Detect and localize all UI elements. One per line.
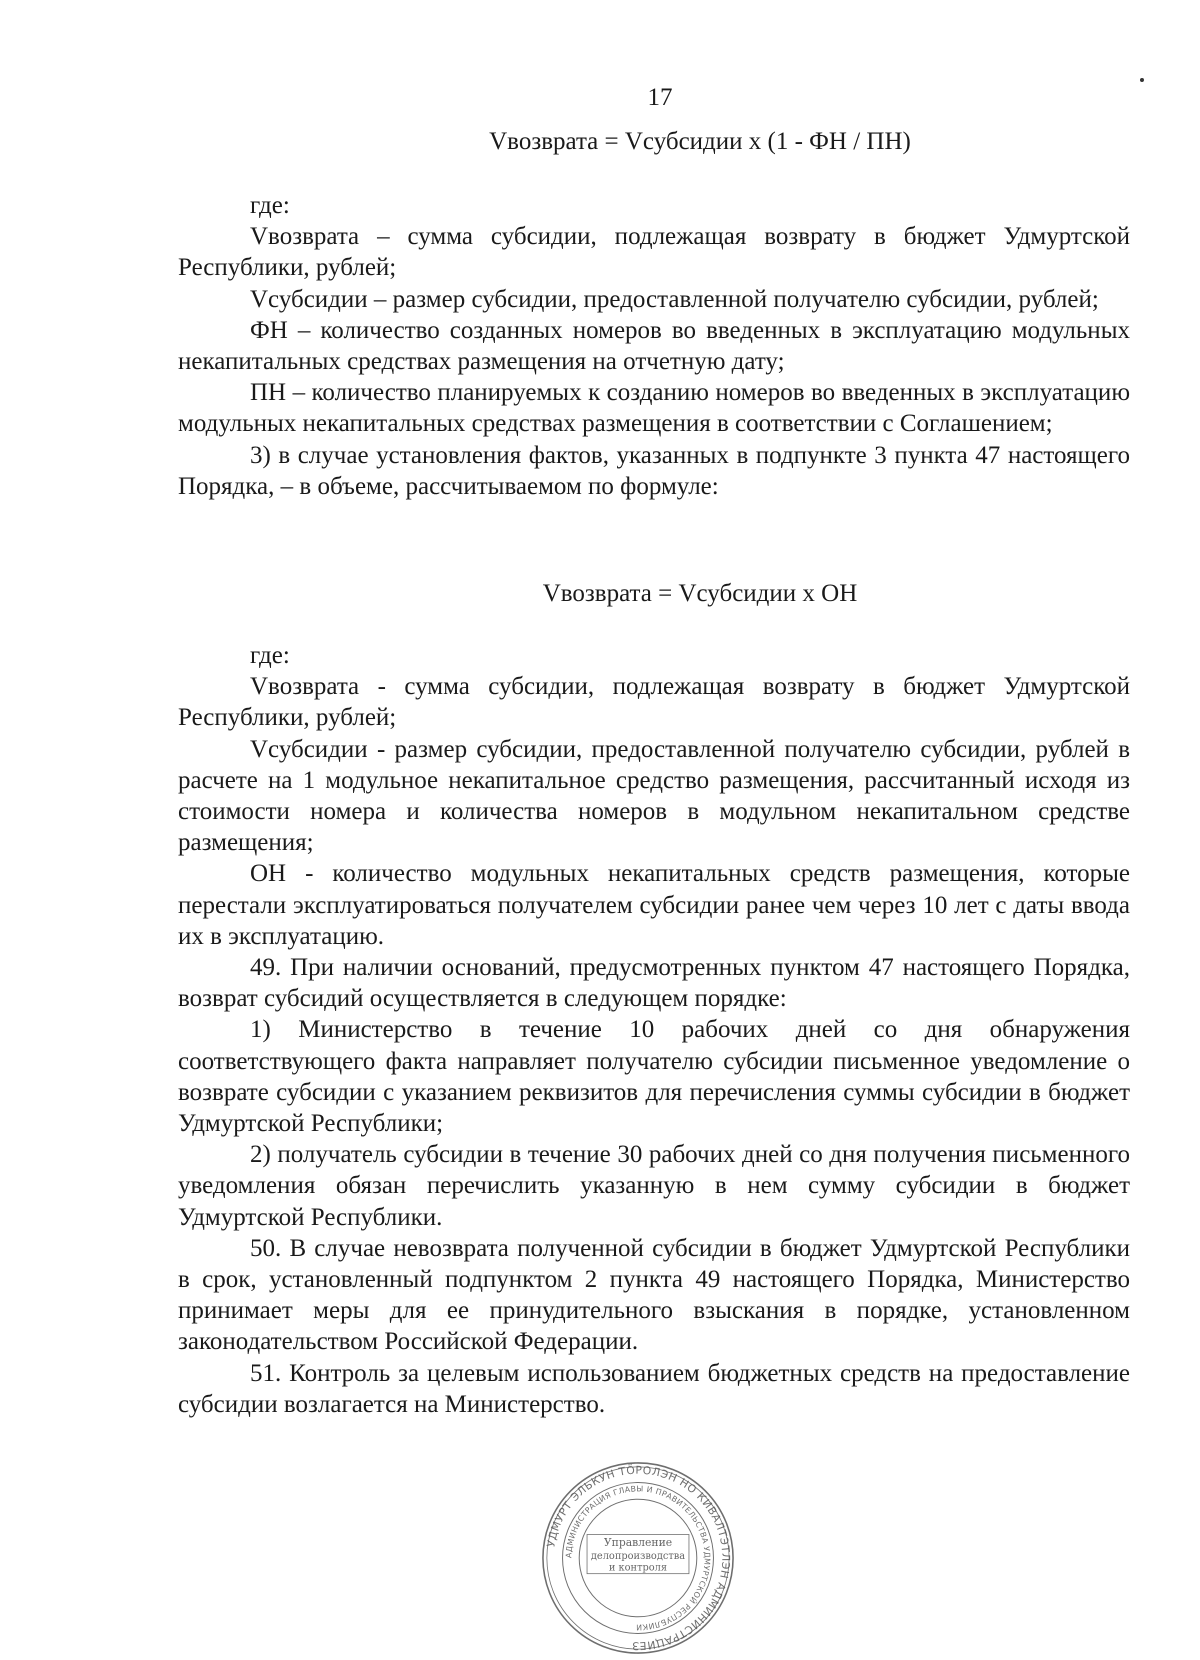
seal-center-line-1: Управление (603, 1536, 673, 1550)
scan-dot-mark (1140, 78, 1144, 82)
formula-return-by-rooms: Vвозврата = Vсубсидии x (1 - ФН / ПН) (489, 128, 911, 155)
definition-v-subsidy: Vсубсидии - размер субсидии, предоставленной получателю субсидии, рублей в расчете на 1 модульное некапитальное средство размещения, рассчитанный исходя из стоимости номера и количества номеров в модульном некапитальном средстве размещения; (178, 735, 1130, 857)
definition-fn: ФН – количество созданных номеров во введенных в эксплуатацию модульных некапитальных средствах размещения на отчетную дату; (178, 316, 1130, 376)
seal-center-line-2: делопроизводства (590, 1550, 686, 1562)
where-label: где: (250, 642, 290, 669)
definition-on: ОН - количество модульных некапитальных средств размещения, которые перестали эксплуатироваться получателем субсидии ранее чем через 10 лет с даты ввода их в эксплуатацию. (178, 860, 1130, 950)
definition-v-return: Vвозврата - сумма субсидии, подлежащая возврату в бюджет Удмуртской Республики, рублей; (178, 673, 1130, 732)
definition-pn: ПН – количество планируемых к созданию номеров во введенных в эксплуатацию модульных некапитальных средствах размещения в соответствии с Соглашением; (178, 379, 1130, 438)
seal-outer-ring-text: УДМУРТ ЭЛЬКУН ТӦРОЛЭН НО КИВАЛТЭТЛЭН АДМИНИСТРАЦИЕЗ (544, 1463, 733, 1653)
definition-v-return: Vвозврата – сумма субсидии, подлежащая возврату в бюджет Удмуртской Республики, рублей; (178, 223, 1130, 282)
page-number: 17 (647, 84, 673, 111)
clause-49: 49. При наличии оснований, предусмотренных пунктом 47 настоящего Порядка, возврат субсидий осуществляется в следующем порядке: (178, 954, 1130, 1013)
clause-50: 50. В случае невозврата полученной субсидии в бюджет Удмуртской Республики в срок, установленный подпунктом 2 пункта 49 настоящего Порядка, Министерство принимает меры для ее принудительного взыскания в порядке, установленном законодательством Российской Федерации. (178, 1234, 1130, 1356)
definitions-block-1 (178, 190, 1130, 502)
clause-51: 51. Контроль за целевым использованием бюджетных средств на предоставление субсидии возлагается на Министерство. (178, 1359, 1130, 1418)
definitions-block-2 (178, 640, 1130, 1420)
where-label: где: (250, 192, 290, 219)
seal-inner-ring-text: АДМИНИСТРАЦИЯ ГЛАВЫ И ПРАВИТЕЛЬСТВА УДМУРТСКОЙ РЕСПУБЛИКИ (564, 1484, 712, 1632)
clause-49-subitem-1: 1) Министерство в течение 10 рабочих дней со дня обнаружения соответствующего факта направляет получателю субсидии письменное уведомление о возврате субсидии с указанием реквизитов для перечисления суммы субсидии в бюджет Удмуртской Республики; (178, 1016, 1130, 1138)
clause-49-subitem-2: 2) получатель субсидии в течение 30 рабочих дней со дня получения письменного уведомления обязан перечислить указанную в нем сумму субсидии в бюджет Удмуртской Республики. (178, 1141, 1130, 1231)
formula-return-by-units: Vвозврата = Vсубсидии x ОН (542, 580, 858, 607)
official-seal-stamp (540, 1460, 736, 1656)
definition-v-subsidy: Vсубсидии – размер субсидии, предоставленной получателю субсидии, рублей; (250, 285, 1099, 313)
seal-center-line-3: и контроля (608, 1562, 668, 1574)
subitem-3: 3) в случае установления фактов, указанных в подпункте 3 пункта 47 настоящего Порядка, – в объеме, рассчитываемом по формуле: (178, 441, 1130, 500)
